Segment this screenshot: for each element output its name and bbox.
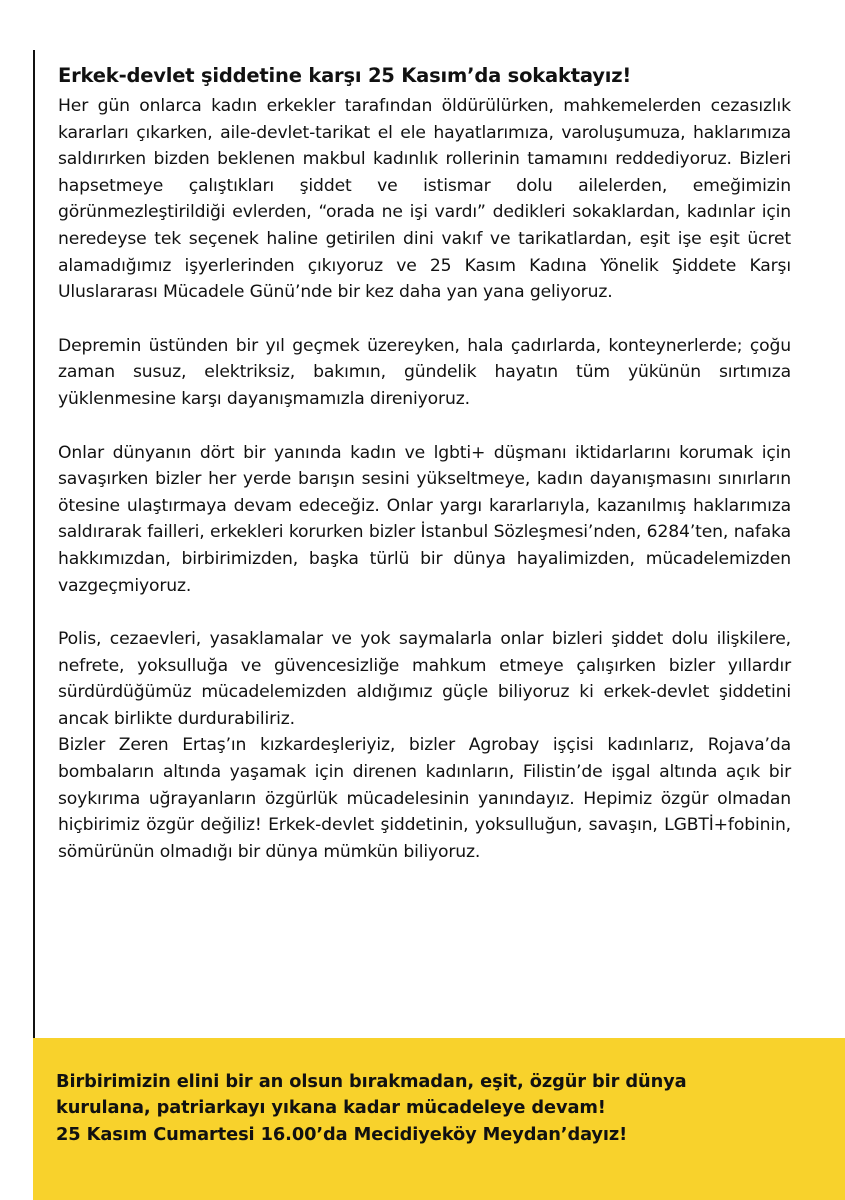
paragraph-gap [58, 599, 791, 626]
banner-line: kurulana, patriarkayı yıkana kadar mücadeleye devam! [56, 1097, 606, 1119]
paragraph-intro: Her gün onlarca kadın erkekler tarafından öldürülürken, mahkemelerden cezasızlık kararları çıkarken, aile-devlet-tarikat el ele hayatlarımıza, varoluşumuza, haklarımıza saldırırken bizden beklenen makbul kadınlık rollerinin tamamını reddediyoruz. Bizleri hapsetmeye çalıştıkları şiddet ve istismar dolu ailelerden, emeğimizin görünmezleştirildiği evlerden, “orada ne işi vardı” dedikleri sokaklardan, kadınlar için neredeyse tek seçenek haline getirilen dini vakıf ve tarikatlardan, eşit işe eşit ücret alamadığımız işyerlerinden çıkıyoruz ve 25 Kasım Kadına Yönelik Şiddete Karşı Uluslararası Mücadele Günü’nde bir kez daha yan yana geliyoruz. [58, 96, 791, 303]
paragraph-war: Onlar dünyanın dört bir yanında kadın ve lgbti+ düşmanı iktidarlarını korumak için savaşırken bizler her yerde barışın sesini yükseltmeye, kadın dayanışmasını sınırların ötesine ulaştırmaya devam edeceğiz. Onlar yargı kararlarıyla, kazanılmış haklarımıza saldırarak failleri, erkekleri korurken bizler İstanbul Sözleşmesi’nden, 6284’ten, nafaka hakkımızdan, birbirimizden, başka türlü bir dünya hayalimizden, mücadelemizden vazgeçmiyoruz. [58, 442, 791, 596]
left-border-line [33, 50, 35, 1168]
document-body [58, 62, 791, 865]
call-to-action-text [56, 1069, 816, 1148]
paragraph-police: Polis, cezaevleri, yasaklamalar ve yok saymalarla onlar bizleri şiddet dolu ilişkilere, nefrete, yoksulluğa ve güvencesizliğe mahkum etmeye çalışırken bizler yıllardır sürdürdüğümüz mücadelemizden aldığımız güçle biliyoruz ki erkek-devlet şiddetini ancak birlikte durdurabiliriz. [58, 629, 791, 729]
banner-line-event: 25 Kasım Cumartesi 16.00’da Mecidiyeköy Meydan’dayız! [56, 1123, 628, 1145]
paragraph-earthquake: Depremin üstünden bir yıl geçmek üzereyken, hala çadırlarda, konteynerlerde; çoğu zaman susuz, elektriksiz, bakımın, gündelik hayatın tüm yükünün sırtımıza yüklenmesine karşı dayanışmamızla direniyoruz. [58, 335, 791, 409]
banner-line: Birbirimizin elini bir an olsun bırakmadan, eşit, özgür bir dünya [56, 1071, 687, 1092]
paragraph-gap [58, 306, 791, 333]
paragraph-gap [58, 413, 791, 440]
document-title: Erkek-devlet şiddetine karşı 25 Kasım’da sokaktayız! [58, 64, 632, 87]
paragraph-solidarity: Bizler Zeren Ertaş’ın kızkardeşleriyiz, bizler Agrobay işçisi kadınlarız, Rojava’da bombaların altında yaşamak için direnen kadınların, Filistin’de işgal altında açık bir soykırıma uğrayanların özgürlük mücadelesinin yanındayız. Hepimiz özgür olmadan hiçbirimiz özgür değiliz! Erkek-devlet şiddetinin, yoksulluğun, savaşın, LGBTİ+fobinin, sömürünün olmadığı bir dünya mümkün biliyoruz. [58, 735, 791, 862]
